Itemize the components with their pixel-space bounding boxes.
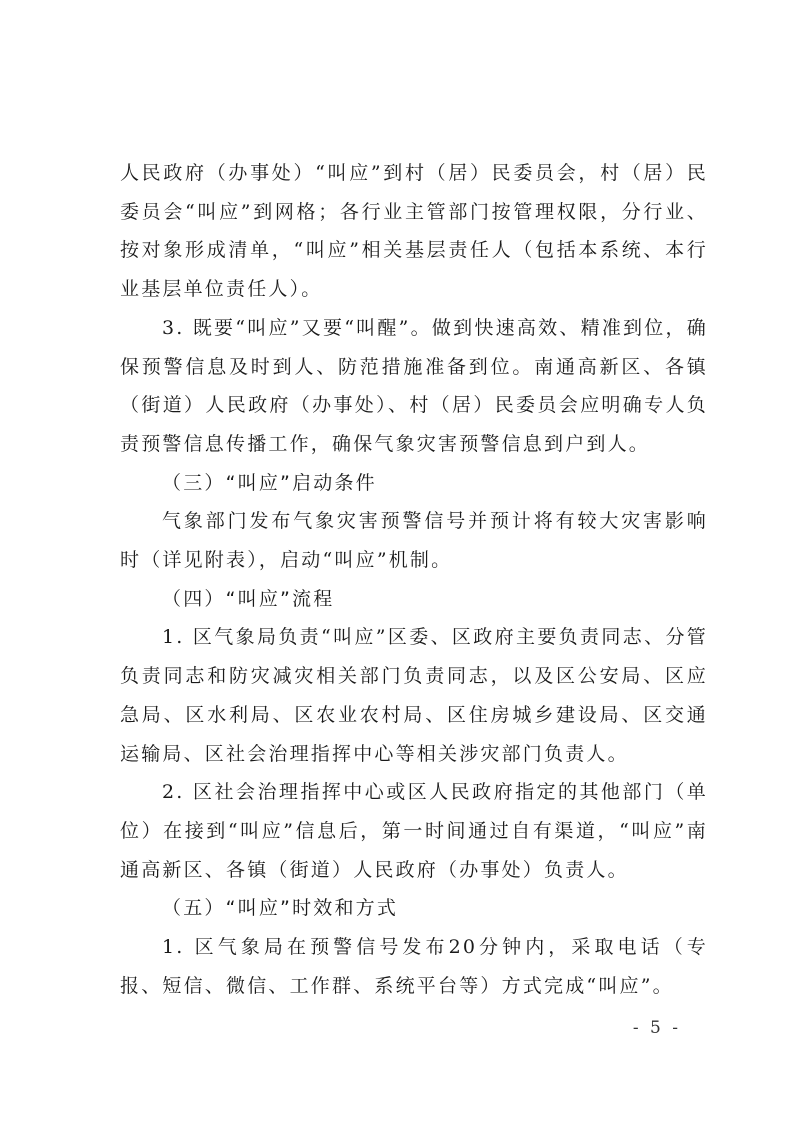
paragraph-item-3: 3. 既要“叫应”又要“叫醒”。做到快速高效、精准到位，确保预警信息及时到人、防范措施准备到位。南通高新区、各镇（街道）人民政府（办事处）、村（居）民委员会应明确专人负责预警信息传播工作，确保气象灾害预警信息到户到人。: [120, 316, 708, 455]
paragraph-process-2: 2. 区社会治理指挥中心或区人民政府指定的其他部门（单位）在接到“叫应”信息后，第一时间通过自有渠道，“叫应”南通高新区、各镇（街道）人民政府（办事处）负责人。: [120, 781, 708, 881]
paragraph-continuation: 人民政府（办事处）“叫应”到村（居）民委员会，村（居）民委员会“叫应”到网格；各行业主管部门按管理权限，分行业、按对象形成清单，“叫应”相关基层责任人（包括本系统、本行业基层单位责任人）。: [120, 162, 708, 301]
paragraph-start-condition: 气象部门发布气象灾害预警信号并预计将有较大灾害影响时（详见附表），启动“叫应”机制。: [120, 510, 708, 572]
section-heading-4: （四）“叫应”流程: [162, 587, 335, 610]
section-heading-5: （五）“叫应”时效和方式: [162, 897, 399, 920]
body-text: [120, 154, 708, 1005]
section-heading-3: （三）“叫应”启动条件: [162, 471, 377, 494]
paragraph-timing-1: 1. 区气象局在预警信号发布20分钟内，采取电话（专报、短信、微信、工作群、系统平台等）方式完成“叫应”。: [120, 936, 708, 997]
paragraph-process-1: 1. 区气象局负责“叫应”区委、区政府主要负责同志、分管负责同志和防灾减灾相关部门负责同志，以及区公安局、区应急局、区水利局、区农业农村局、区住房城乡建设局、区交通运输局、区社会治理指挥中心等相关涉灾部门负责人。: [120, 626, 708, 765]
page-number: - 5 -: [632, 1018, 681, 1038]
